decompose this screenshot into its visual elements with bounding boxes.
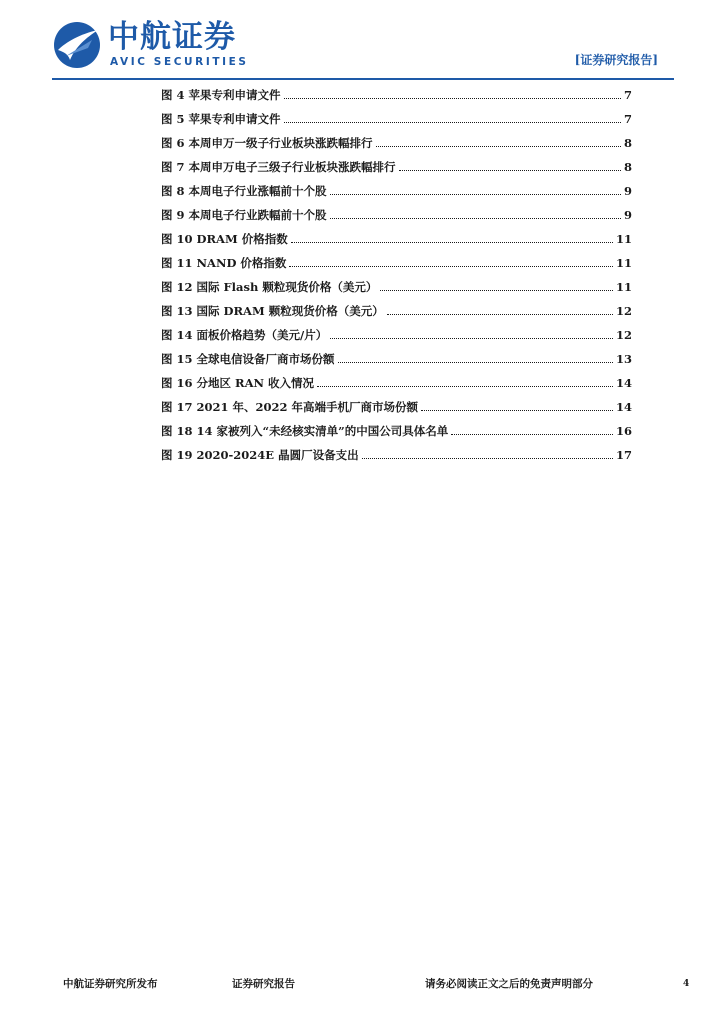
toc-entry[interactable] [161,376,632,400]
logo-english-name: AVIC SECURITIES [110,56,249,68]
figure-table-of-contents [161,88,632,472]
toc-entry-label: 图 10 DRAM 价格指数 [161,232,288,246]
toc-leader-dots [330,338,613,339]
toc-leader-dots [284,122,621,123]
toc-entry-label: 图 13 国际 DRAM 颗粒现货价格（美元） [161,304,384,318]
footer-page-number: 4 [683,979,690,989]
toc-leader-dots [387,314,613,315]
toc-entry-page: 8 [623,160,632,174]
toc-entry-label: 图 9 本周电子行业跌幅前十个股 [161,208,327,222]
toc-leader-dots [330,194,621,195]
toc-entry[interactable] [161,88,632,112]
toc-leader-dots [330,218,621,219]
toc-leader-dots [284,98,621,99]
toc-entry-page: 9 [623,184,632,198]
page-footer [0,968,724,998]
toc-entry[interactable] [161,352,632,376]
toc-entry-page: 13 [615,352,632,366]
avic-emblem-icon [52,20,102,70]
toc-entry[interactable] [161,256,632,280]
toc-entry[interactable] [161,328,632,352]
toc-entry[interactable] [161,232,632,256]
toc-entry-page: 9 [623,208,632,222]
toc-entry[interactable] [161,424,632,448]
toc-entry-label: 图 14 面板价格趋势（美元/片） [161,328,328,342]
toc-leader-dots [399,170,621,171]
toc-leader-dots [421,410,613,411]
footer-publisher: 中航证券研究所发布 [63,978,158,990]
toc-entry-page: 11 [615,256,632,270]
toc-leader-dots [291,242,613,243]
toc-leader-dots [376,146,621,147]
toc-leader-dots [289,266,613,267]
toc-entry-label: 图 6 本周申万一级子行业板块涨跌幅排行 [161,136,373,150]
toc-entry-page: 14 [615,400,632,414]
toc-entry-label: 图 15 全球电信设备厂商市场份额 [161,352,335,366]
toc-entry-page: 8 [623,136,632,150]
toc-entry-label: 图 7 本周申万电子三级子行业板块涨跌幅排行 [161,160,396,174]
toc-leader-dots [362,458,613,459]
toc-entry[interactable] [161,208,632,232]
company-logo [52,18,262,74]
toc-leader-dots [338,362,613,363]
header-divider [52,78,674,80]
toc-entry-label: 图 11 NAND 价格指数 [161,256,287,270]
toc-entry[interactable] [161,136,632,160]
toc-entry-label: 图 19 2020-2024E 晶圆厂设备支出 [161,448,359,462]
toc-entry-label: 图 17 2021 年、2022 年高端手机厂商市场份额 [161,400,419,414]
toc-entry-page: 14 [615,376,632,390]
toc-entry-page: 16 [615,424,632,438]
toc-entry-page: 11 [615,280,632,294]
toc-entry[interactable] [161,448,632,472]
toc-entry-label: 图 5 苹果专利申请文件 [161,112,281,126]
toc-entry-page: 11 [615,232,632,246]
toc-leader-dots [451,434,613,435]
toc-entry[interactable] [161,160,632,184]
page-header [0,0,724,84]
toc-entry[interactable] [161,184,632,208]
toc-entry-label: 图 16 分地区 RAN 收入情况 [161,376,315,390]
footer-disclaimer-note: 请务必阅读正文之后的免责声明部分 [425,978,593,990]
toc-entry-label: 图 12 国际 Flash 颗粒现货价格（美元） [161,280,378,294]
toc-entry-page: 12 [615,328,632,342]
report-type-tag: [证券研究报告] [574,53,658,67]
footer-report-type: 证券研究报告 [232,978,295,990]
toc-entry[interactable] [161,304,632,328]
toc-entry-label: 图 18 14 家被列入“未经核实清单”的中国公司具体名单 [161,424,449,438]
toc-entry[interactable] [161,400,632,424]
toc-entry-page: 7 [623,88,632,102]
toc-leader-dots [317,386,613,387]
logo-chinese-name: 中航证券 [108,19,236,55]
toc-entry-label: 图 4 苹果专利申请文件 [161,88,281,102]
toc-entry-page: 12 [615,304,632,318]
toc-entry-page: 17 [615,448,632,462]
toc-leader-dots [380,290,613,291]
toc-entry-page: 7 [623,112,632,126]
toc-entry-label: 图 8 本周电子行业涨幅前十个股 [161,184,327,198]
toc-entry[interactable] [161,280,632,304]
toc-entry[interactable] [161,112,632,136]
